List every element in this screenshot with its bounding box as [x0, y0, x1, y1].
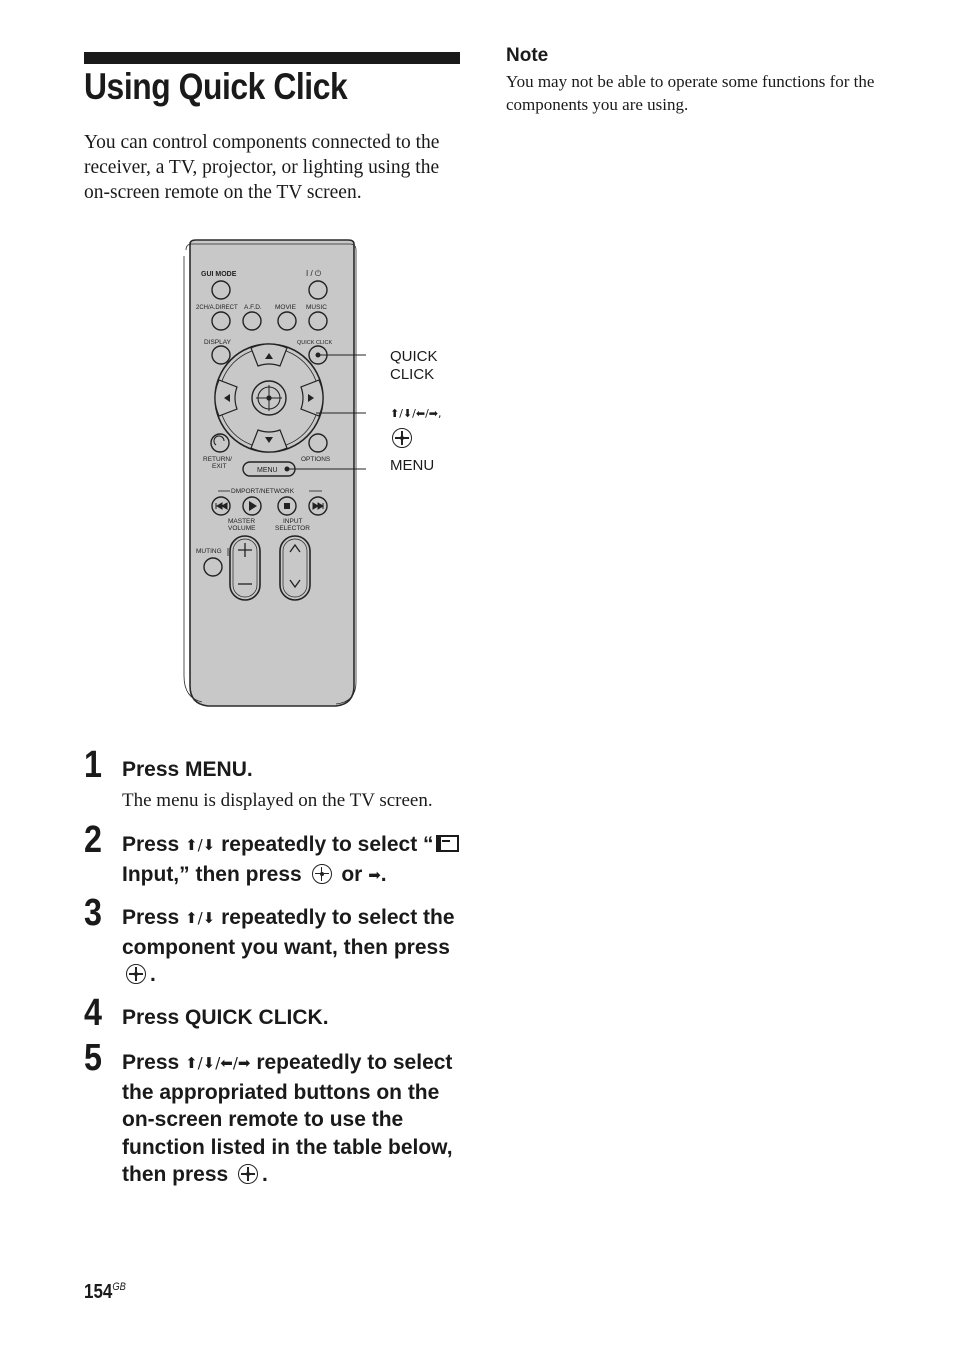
step-5-text: Press ⬆/⬇/⬅/➡ repeatedly to select the appropriated buttons on the on-screen remote to use the function listed in the table below, then press . [122, 1051, 453, 1186]
master-volume-label-1: MASTER [228, 518, 256, 525]
gui-mode-button [212, 281, 230, 299]
input-selector-label-1: INPUT [283, 518, 303, 525]
step-1-description: The menu is displayed on the TV screen. [122, 790, 433, 811]
quick-click-label: QUICK CLICK [297, 340, 333, 346]
2ch-label: 2CH/A.DIRECT [196, 305, 238, 311]
power-button [309, 281, 327, 299]
afd-button [243, 312, 261, 330]
step-2-text: Press ⬆/⬇ repeatedly to select “Input,” then press or ➡. [122, 831, 462, 890]
return-button [211, 434, 229, 452]
note-body: You may not be able to operate some functions for the components you are using. [506, 72, 875, 114]
step-4-text: Press QUICK CLICK. [122, 1006, 329, 1029]
enter-icon [392, 428, 412, 448]
return-label-1: RETURN/ [203, 456, 232, 463]
title-rule [84, 52, 460, 64]
power-label: I / ⏻ [306, 269, 322, 278]
afd-label: A.F.D. [244, 304, 262, 311]
note-heading: Note [506, 45, 549, 66]
movie-label: MOVIE [275, 304, 296, 311]
dmport-label: DMPORT/NETWORK [231, 488, 295, 495]
enter-icon [312, 864, 332, 884]
master-volume-label-2: VOLUME [228, 525, 256, 532]
muting-button [204, 558, 222, 576]
callout-arrows: ⬆/⬇/⬅/➡, [390, 405, 441, 450]
step-3-number: 3 [84, 892, 102, 934]
menu-label: MENU [257, 467, 278, 474]
options-button [309, 434, 327, 452]
music-label: MUSIC [306, 304, 327, 311]
gui-mode-label: GUI MODE [201, 271, 237, 278]
step-3-text: Press ⬆/⬇ repeatedly to select the component you want, then press . [122, 906, 455, 986]
arrow-right-icon: ➡ [368, 865, 381, 884]
up-down-arrow-icon: ⬆/⬇ [185, 909, 216, 927]
page-number: $154^{GB}$ [84, 1281, 126, 1303]
movie-button [278, 312, 296, 330]
display-button [212, 346, 230, 364]
input-selector-label-2: SELECTOR [275, 525, 310, 532]
callout-menu: MENU [390, 457, 435, 474]
enter-icon [238, 1164, 258, 1184]
input-icon [436, 835, 459, 852]
step-4-number: 4 [84, 992, 102, 1034]
enter-icon [126, 964, 146, 984]
stop-icon [284, 503, 290, 509]
up-down-arrow-icon: ⬆/⬇ [185, 836, 216, 854]
four-way-arrow-icon: ⬆/⬇/⬅/➡ [185, 1054, 251, 1072]
step-2-number: 2 [84, 819, 102, 861]
step-1-text: Press MENU. [122, 758, 253, 781]
intro-paragraph: You can control components connected to the receiver, a TV, projector, or lighting using the on-screen remote on the TV screen. [84, 132, 440, 203]
page-suffix: GB [112, 1281, 126, 1293]
callout-quick-click: QUICK CLICK [390, 348, 438, 383]
return-label-2: EXIT [212, 463, 227, 470]
muting-label: MUTING [196, 548, 222, 555]
display-label: DISPLAY [204, 339, 231, 346]
quick-click-dot [316, 353, 321, 358]
page-title: Using Quick Click [84, 66, 348, 107]
options-label: OPTIONS [301, 456, 331, 463]
step-1-number: 1 [84, 744, 102, 786]
remote-control-illustration [176, 236, 366, 720]
step-5-number: 5 [84, 1037, 102, 1079]
2ch-button [212, 312, 230, 330]
music-button [309, 312, 327, 330]
